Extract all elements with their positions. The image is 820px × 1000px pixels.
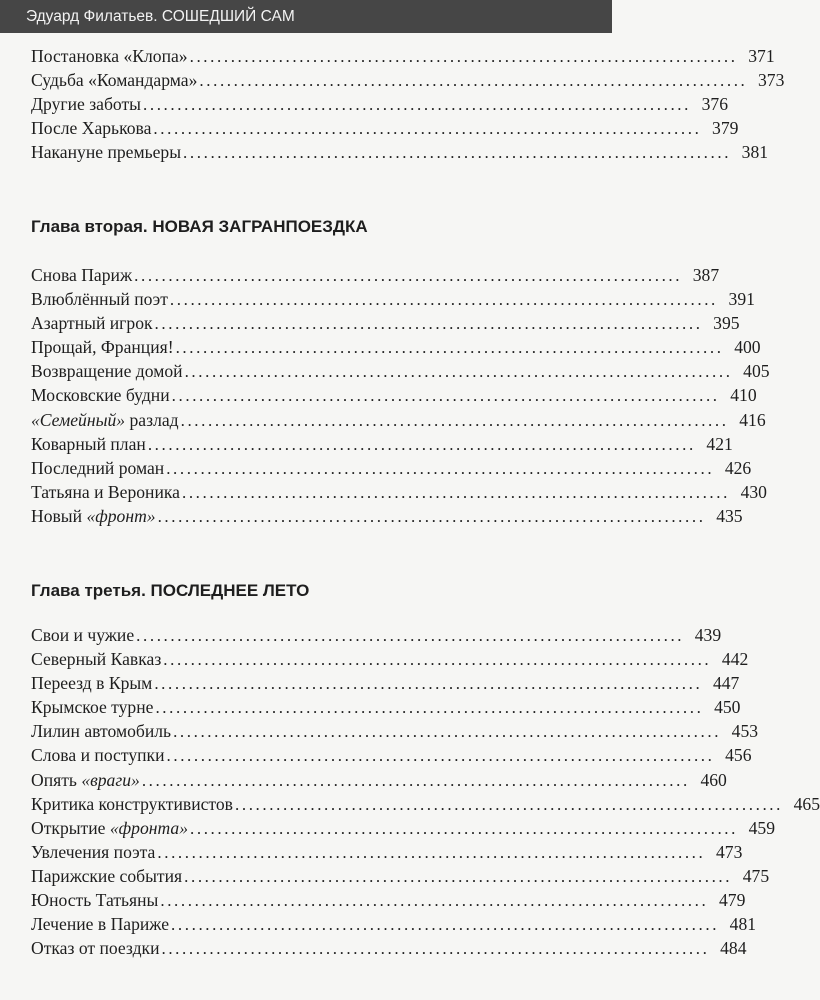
dot-leader: ................................................................................ <box>235 794 783 814</box>
toc-entry-title <box>31 383 170 407</box>
toc-entry-title-before: Переезд в Крым <box>31 673 153 694</box>
toc-entry-title-before: Отказ от поездки <box>31 938 160 959</box>
toc-page-number: 473 <box>715 841 743 862</box>
toc-page-number: 387 <box>692 265 720 285</box>
toc-page-number: 381 <box>741 142 769 163</box>
toc-entry-title-before: Крымское турне <box>31 697 154 718</box>
dot-leader: ................................................................................ <box>154 674 703 694</box>
toc-entry-title-before: Лилин автомобиль <box>31 721 172 742</box>
toc-entry <box>31 623 722 647</box>
toc-page-number: 484 <box>720 938 747 959</box>
toc-entry <box>31 936 747 960</box>
toc-entry-title <box>31 335 174 359</box>
dot-leader: ................................................................................ <box>161 939 710 959</box>
toc-page-number: 447 <box>712 673 740 694</box>
toc-entry-title <box>31 432 146 456</box>
toc-entry-title-italic: «Семейный» <box>31 409 126 430</box>
toc-entry-title <box>31 792 233 816</box>
toc-entry-title-before: Увлечения поэта <box>31 841 156 862</box>
toc-entry-title <box>31 936 159 960</box>
toc-page-number: 479 <box>718 890 746 911</box>
toc-entry-title-before: Московские будни <box>31 385 170 406</box>
toc-entry-title-before: Лечение в Париже <box>31 914 170 935</box>
toc-entry-title <box>31 864 182 888</box>
toc-entry-title-before: Открытие <box>31 817 110 838</box>
toc-page-number: 410 <box>730 385 757 406</box>
toc-page-number: 391 <box>728 289 755 310</box>
toc-entry-title-before: Влюблённый поэт <box>31 289 168 310</box>
toc-entry-title <box>31 116 151 140</box>
toc-entry-title-before: Другие заботы <box>31 94 141 115</box>
toc-entry-title-before: Судьба «Командарма» <box>31 70 198 91</box>
chapter-heading: Глава третья. ПОСЛЕДНЕЕ ЛЕТО <box>31 581 310 600</box>
toc-entry-title <box>31 359 183 383</box>
toc-entry <box>31 68 785 92</box>
toc-page-number: 460 <box>700 769 727 790</box>
toc-page-number: 430 <box>740 481 767 502</box>
dot-leader: ................................................................................ <box>175 338 724 358</box>
toc-entry-title <box>31 456 164 480</box>
toc-entry-title <box>31 623 134 647</box>
dot-leader: ................................................................................ <box>153 119 702 139</box>
toc-page-number: 465 <box>793 793 820 814</box>
dot-leader: ................................................................................ <box>157 842 706 862</box>
toc-entry-title-before: Снова Париж <box>31 265 133 285</box>
dot-leader: ................................................................................ <box>173 722 722 742</box>
toc-entry-title-before: Парижские события <box>31 865 183 886</box>
toc-entry-list <box>31 263 770 528</box>
dot-leader: ................................................................................ <box>189 47 738 66</box>
toc-page-number: 456 <box>725 745 752 766</box>
toc-entry <box>31 311 740 335</box>
toc-entry <box>31 44 775 68</box>
toc-entry <box>31 456 752 480</box>
toc-entry <box>31 335 761 359</box>
toc-entry-title <box>31 263 132 287</box>
toc-entry-title-before: Новый <box>31 505 87 526</box>
dot-leader: ................................................................................ <box>160 891 709 911</box>
dot-leader: ................................................................................ <box>163 650 712 670</box>
toc-entry-title <box>31 912 169 936</box>
toc-entry <box>31 263 720 287</box>
toc-entry-title-before: После Харькова <box>31 118 152 139</box>
toc-entry-title-after: разлад <box>125 409 179 430</box>
toc-entry-title-italic: «фронта» <box>109 817 188 838</box>
dot-leader: ................................................................................ <box>180 410 729 430</box>
dot-leader: ................................................................................ <box>143 95 691 115</box>
toc-entry <box>31 840 743 864</box>
toc-section-chapter-three <box>31 580 820 960</box>
toc-page-number: 442 <box>721 649 749 670</box>
toc-entry-title <box>31 816 188 840</box>
toc-entry-title-before: Свои и чужие <box>31 625 135 645</box>
toc-entry <box>31 432 733 456</box>
dot-leader: ................................................................................ <box>183 143 732 163</box>
toc-page-number: 459 <box>748 817 775 838</box>
dot-leader: ................................................................................ <box>169 290 718 310</box>
toc-entry <box>31 816 775 840</box>
dot-leader: ................................................................................ <box>184 866 733 886</box>
dot-leader: ................................................................................ <box>171 386 720 406</box>
toc-entry-title <box>31 671 152 695</box>
toc-page-number: 395 <box>713 313 740 334</box>
toc-entry-title-before: Накануне премьеры <box>31 142 182 163</box>
toc-entry <box>31 912 757 936</box>
toc-entry <box>31 695 741 719</box>
toc-entry-title-before: Последний роман <box>31 457 165 478</box>
dot-leader: ................................................................................ <box>181 482 730 502</box>
toc-entry-title-before: Постановка «Клопа» <box>31 46 188 66</box>
dot-leader: ................................................................................ <box>157 506 706 526</box>
toc-page-number: 416 <box>739 409 766 430</box>
toc-entry-title <box>31 287 168 311</box>
running-title: Эдуард Филатьев. СОШЕДШИЙ САМ <box>26 8 295 25</box>
toc-page-number: 481 <box>729 914 757 935</box>
toc-entry <box>31 768 727 792</box>
toc-entry-title <box>31 68 197 92</box>
toc-entry-title-before: Юность Татьяны <box>31 890 159 911</box>
toc-entry-list <box>31 623 820 960</box>
toc-entry <box>31 287 755 311</box>
toc-page-number: 421 <box>706 433 733 454</box>
chapter-heading: Глава вторая. НОВАЯ ЗАГРАНПОЕЗДКА <box>31 217 368 236</box>
toc-entry <box>31 864 770 888</box>
running-header <box>0 0 612 33</box>
toc-entry <box>31 480 767 504</box>
dot-leader: ................................................................................ <box>155 698 704 718</box>
toc-page-number: 426 <box>724 457 752 478</box>
toc-page-number: 439 <box>694 625 722 645</box>
toc-page-number: 371 <box>748 46 775 66</box>
toc-entry <box>31 504 743 528</box>
toc-entry-title-before: Критика конструктивистов <box>31 793 233 814</box>
toc-entry <box>31 743 752 767</box>
toc-entry-list <box>31 44 785 164</box>
toc-entry-title-before: Слова и поступки <box>31 745 165 766</box>
toc-page-number: 475 <box>742 865 770 886</box>
toc-entry <box>31 719 759 743</box>
toc-entry-title <box>31 504 156 528</box>
toc-entry <box>31 792 820 816</box>
dot-leader: ................................................................................ <box>141 770 690 790</box>
toc-page-number: 450 <box>714 697 741 718</box>
toc-entry <box>31 359 770 383</box>
toc-page-number: 373 <box>758 70 785 91</box>
toc-entry-title-before: Татьяна и Вероника <box>31 481 180 502</box>
toc-page-number: 453 <box>731 721 759 742</box>
toc-entry-title <box>31 743 165 767</box>
dot-leader: ................................................................................ <box>147 434 696 454</box>
toc-entry-title-before: Возвращение домой <box>31 361 183 382</box>
toc-page-number: 400 <box>734 337 761 358</box>
dot-leader: ................................................................................ <box>134 266 683 285</box>
dot-leader: ................................................................................ <box>171 915 720 935</box>
toc-entry-title-before: Азартный игрок <box>31 313 153 334</box>
toc-entry-title-italic: «враги» <box>81 769 140 790</box>
toc-entry <box>31 888 746 912</box>
toc-page-number: 435 <box>716 505 743 526</box>
toc-entry-title <box>31 480 180 504</box>
toc-entry <box>31 116 739 140</box>
toc-entry-title-italic: «фронт» <box>86 505 156 526</box>
toc-page-number: 379 <box>712 118 739 139</box>
dot-leader: ................................................................................ <box>184 362 733 382</box>
toc-entry-title <box>31 647 161 671</box>
dot-leader: ................................................................................ <box>166 746 715 766</box>
toc-entry <box>31 92 728 116</box>
toc-entry-title <box>31 695 153 719</box>
toc-section-continuation <box>31 44 785 164</box>
toc-entry <box>31 671 740 695</box>
toc-page-number: 405 <box>743 361 770 382</box>
toc-entry-title <box>31 888 158 912</box>
toc-entry-title <box>31 840 155 864</box>
toc-entry-title-before: Прощай, Франция! <box>31 337 174 358</box>
toc-entry-title <box>31 719 171 743</box>
toc-section-chapter-two <box>31 216 770 528</box>
toc-entry <box>31 408 766 432</box>
toc-entry-title-before: Северный Кавказ <box>31 649 162 670</box>
toc-entry-title-before: Опять <box>31 769 82 790</box>
toc-entry <box>31 647 749 671</box>
toc-page-number: 376 <box>701 94 728 115</box>
toc-entry-title <box>31 140 181 164</box>
dot-leader: ................................................................................ <box>190 818 738 838</box>
toc-entry <box>31 140 769 164</box>
toc-entry-title <box>31 408 179 432</box>
toc-entry-title <box>31 92 141 116</box>
toc-entry-title <box>31 768 140 792</box>
dot-leader: ................................................................................ <box>154 314 703 334</box>
toc-entry-title <box>31 311 153 335</box>
dot-leader: ................................................................................ <box>199 71 748 91</box>
dot-leader: ................................................................................ <box>166 458 715 478</box>
toc-entry-title <box>31 44 188 68</box>
dot-leader: ................................................................................ <box>136 626 685 645</box>
toc-entry <box>31 383 757 407</box>
toc-entry-title-before: Коварный план <box>31 433 146 454</box>
